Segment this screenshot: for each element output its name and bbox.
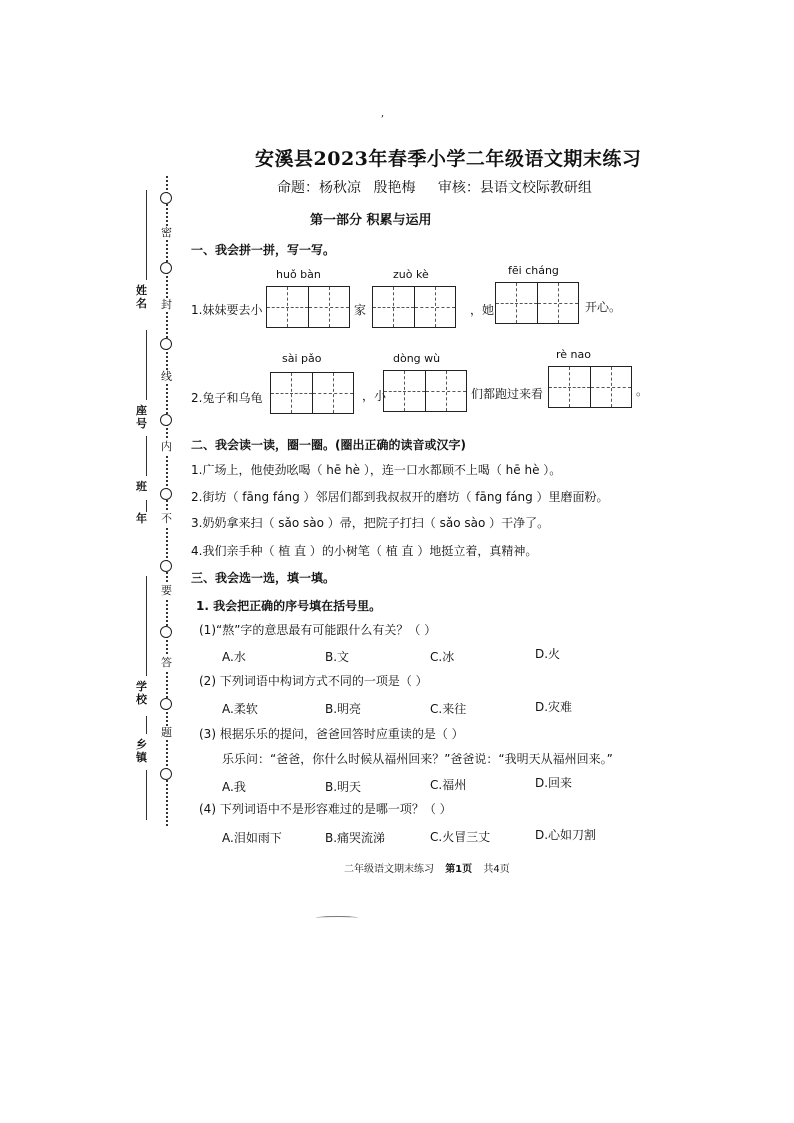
author-setter-2: 殷艳梅 (373, 180, 416, 196)
town-field-rule (146, 716, 147, 734)
question-4-stem: (4) 下列词语中不是形容难过的是哪一项？（ ） (199, 802, 452, 816)
exam-title: 安溪县2023年春季小学二年级语文期末练习 (255, 148, 642, 170)
grade-field-rule (146, 500, 147, 512)
q2-option-a[interactable]: A.柔软 (222, 702, 258, 716)
seat-field-rule (146, 330, 147, 400)
section3-title: 三、我会选一选，填一填。 (191, 571, 336, 585)
question-1-stem: (1)“熬”字的意思最有可能跟什么有关？（ ） (199, 623, 437, 637)
question-2-stem: (2) 下列词语中构词方式不同的一项是（ ） (199, 674, 428, 688)
seal-char: 封 (161, 298, 172, 311)
row2-suffix: 。 (636, 384, 649, 398)
seal-char: 要 (161, 584, 172, 597)
authors-line (277, 177, 600, 197)
part-title: 第一部分 积累与运用 (310, 213, 432, 228)
binding-circle (160, 698, 172, 710)
seal-char: 不 (161, 512, 172, 525)
footer-title: 二年级语文期末练习 (344, 864, 434, 875)
q1-option-b[interactable]: B.文 (325, 650, 350, 664)
field-label-name: 姓名 (136, 284, 147, 310)
binding-circle (160, 768, 172, 780)
q3-option-b[interactable]: B.明天 (325, 780, 362, 794)
binding-circle (160, 560, 172, 572)
binding-circle (160, 192, 172, 204)
q1-option-d[interactable]: D.火 (535, 647, 561, 661)
author-setter: 命题：杨秋凉 (277, 180, 361, 196)
field-label-seat: 座号 (136, 404, 147, 430)
section2-item-3: 3.奶奶拿来扫（ sǎo sào ）帚，把院子打扫（ sǎo sào ）干净了。 (191, 516, 550, 530)
pinyin-zuoke: zuò kè (393, 268, 429, 281)
binding-circle (160, 338, 172, 350)
scan-dot: , (381, 108, 385, 119)
tianzige-huoban[interactable] (266, 286, 350, 328)
seal-char: 答 (161, 656, 172, 669)
class-field-rule (146, 436, 147, 476)
row2-prefix: 2.兔子和乌龟 (191, 391, 263, 405)
scan-mark (316, 916, 358, 920)
q4-option-b[interactable]: B.痛哭流涕 (325, 831, 386, 845)
pinyin-saipao: sài pǎo (282, 352, 322, 365)
q1-option-c[interactable]: C.冰 (430, 650, 455, 664)
school-field-rule (146, 576, 147, 676)
reviewer: 审核：县语文校际教研组 (437, 180, 592, 196)
question-3-stem: (3) 根据乐乐的提问，爸爸回答时应重读的是（ ） (199, 727, 464, 741)
tianzige-zuoke[interactable] (372, 286, 456, 328)
q2-option-b[interactable]: B.明亮 (325, 702, 362, 716)
q4-option-a[interactable]: A.泪如雨下 (222, 831, 282, 845)
section3-sub1: 1. 我会把正确的序号填在括号里。 (196, 599, 382, 613)
seal-char: 题 (161, 726, 172, 739)
pinyin-feichang: fēi cháng (508, 264, 559, 277)
binding-circle (160, 488, 172, 500)
binding-circle (160, 414, 172, 426)
name-field-rule (146, 190, 147, 280)
page-footer (344, 860, 510, 875)
q3-option-c[interactable]: C.福州 (430, 778, 467, 792)
field-label-class: 班 (136, 480, 147, 493)
town-field-rule-lower (146, 770, 147, 820)
field-label-school: 学校 (136, 680, 147, 706)
seal-char: 线 (161, 370, 172, 383)
row1-prefix: 1.妹妹要去小 (191, 303, 263, 317)
footer-page: 第1页 (445, 864, 473, 875)
tianzige-feichang[interactable] (495, 282, 579, 324)
seal-char: 内 (161, 440, 172, 453)
section2-item-1: 1.广场上，他使劲吆喝（ hē hè ），连一口水都顾不上喝（ hē hè ）。 (191, 463, 562, 477)
row1-suffix: 开心。 (585, 300, 622, 314)
q3-option-d[interactable]: D.回来 (535, 776, 573, 790)
footer-total: 共4页 (483, 864, 510, 875)
field-label-grade: 年 (136, 512, 147, 525)
pinyin-dongwu: dòng wù (393, 352, 441, 365)
section2-title: 二、我会读一读，圈一圈。(圈出正确的读音或汉字) (191, 438, 466, 452)
q4-option-d[interactable]: D.心如刀割 (535, 828, 597, 842)
section1-title: 一、我会拼一拼，写一写。 (191, 243, 336, 257)
row1-text-jia: 家 (354, 303, 367, 317)
binding-circle (160, 626, 172, 638)
tianzige-renao[interactable] (548, 366, 632, 408)
question-3-dialogue: 乐乐问：“爸爸，你什么时候从福州回来？”爸爸说：“我明天从福州回来。” (222, 752, 613, 766)
seal-char: 密 (161, 226, 172, 239)
pinyin-huoban: huǒ bàn (276, 268, 321, 281)
tianzige-saipao[interactable] (270, 372, 354, 414)
row2-text-xiao: ，小 (362, 389, 387, 403)
pinyin-renao: rè nao (556, 348, 591, 361)
q3-option-a[interactable]: A.我 (222, 780, 246, 794)
section2-item-4: 4.我们亲手种（ 植 直 ）的小树笔（ 植 直 ）地挺立着，真精神。 (191, 544, 538, 558)
q4-option-c[interactable]: C.火冒三丈 (430, 830, 491, 844)
q1-option-a[interactable]: A.水 (222, 650, 246, 664)
field-label-town: 乡镇 (136, 738, 147, 764)
section2-item-2: 2.街坊（ fāng fáng ）邻居们都到我叔叔开的磨坊（ fāng fáng ）里磨面粉。 (191, 490, 609, 504)
binding-circle (160, 262, 172, 274)
row1-text-ta: ，她 (470, 303, 495, 317)
tianzige-dongwu[interactable] (383, 370, 467, 412)
row2-text-kan: 们都跑过来看 (471, 387, 544, 401)
q2-option-c[interactable]: C.来往 (430, 702, 467, 716)
q2-option-d[interactable]: D.灾难 (535, 700, 573, 714)
